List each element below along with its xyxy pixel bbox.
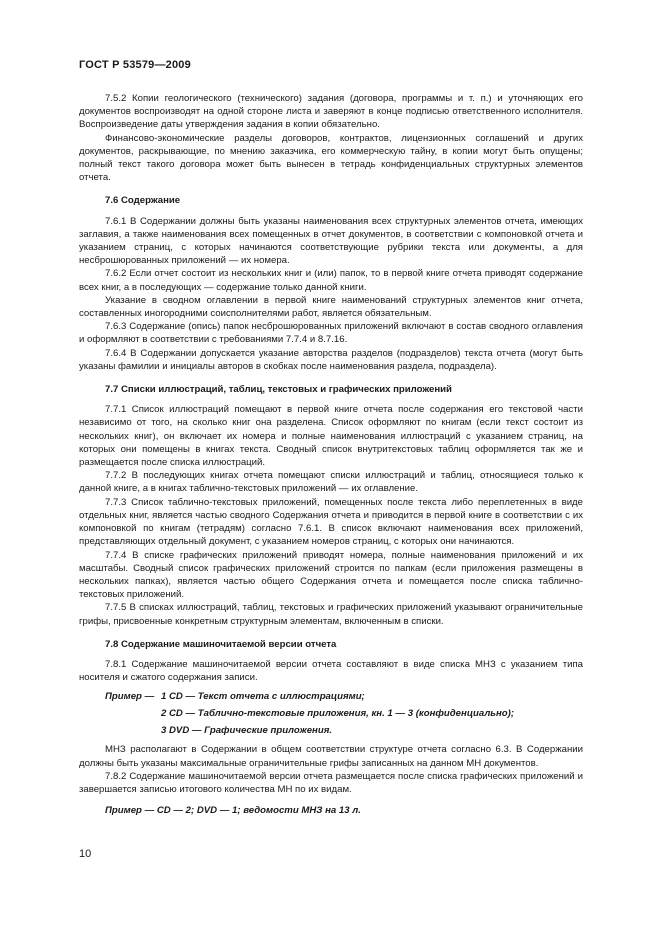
paragraph-7-6-2: 7.6.2 Если отчет состоит из нескольких книг и (или) папок, то в первой книге отчета приводят содержание всех книг, а в последующих — содержание только данной книги. [79, 268, 583, 293]
paragraph-7-6-2-continued: Указание в сводном оглавлении в первой книге наименований структурных элементов книг отчета, составленных иногородними соисполнителями работ, является обязательным. [79, 294, 583, 320]
example-item-cd-2: 2 CD — Таблично-текстовые приложения, кн. 1 — 3 (конфиденциально); [161, 708, 515, 720]
example-media-totals: Пример — CD — 2; DVD — 1; ведомости МНЗ на 13 л. [105, 805, 361, 817]
paragraph-7-5-2-continued: Финансово-экономические разделы договоров, контрактов, лицензионных соглашений и других документов, раскрывающие, по мнению заказчика, его коммерческую тайну, в копии могут быть опущены; полный текст такого договора может быть вынесен в тетрадь конфиденциальных структурных элементов отчета. [79, 132, 583, 184]
page-number: 10 [79, 848, 92, 860]
paragraph-7-7-1: 7.7.1 Список иллюстраций помещают в первой книге отчета после содержания его текстовой части независимо от того, на сколько книг она разделена. Список оформляют по книгам (если текст состоит из нескольких книг), он включает их номера и полные наименования иллюстраций с указанием страниц, на которых они помещены в книгах текста. Сводный список внутритекстовых таблиц оформляется так же и размещается после списка иллюстраций. [79, 404, 583, 469]
paragraph-7-6-1: 7.6.1 В Содержании должны быть указаны наименования всех структурных элементов отчета, имеющих заглавия, а также наименования всех помещенных в отчет документов, в соответствии с компоновкой отчета и указанием страниц, с которых начинаются соответствующие рубрики текста или документы, а для несброшюрованных приложений — их номера. [79, 215, 583, 267]
paragraph-7-7-2: 7.7.2 В последующих книгах отчета помещают списки иллюстраций и таблиц, относящиеся только к данной книге, а в книгах таблично-текстовых приложений — их оглавление. [79, 470, 583, 495]
section-heading-7-7: 7.7 Списки иллюстраций, таблиц, текстовых и графических приложений [105, 384, 452, 396]
paragraph-7-6-3: 7.6.3 Содержание (опись) папок несброшюрованных приложений включают в состав сводного оглавления и оформляют в соответствии с требованиями 7.7.4 и 8.7.16. [79, 321, 583, 346]
example-line-1 [79, 688, 583, 705]
paragraph-7-7-5: 7.7.5 В списках иллюстраций, таблиц, текстовых и графических приложений указывают ограничительные грифы, присвоенные конкретным структурным элементам, включенным в списки. [79, 602, 583, 627]
section-heading-7-8: 7.8 Содержание машиночитаемой версии отчета [105, 638, 337, 650]
example-item-dvd-3: 3 DVD — Графические приложения. [161, 725, 333, 737]
example-item-cd-1: 1 CD — Текст отчета с иллюстрациями; [161, 691, 365, 703]
paragraph-7-6-4: 7.6.4 В Содержании допускается указание авторства разделов (подразделов) текста отчета (могут быть указаны фамилии и инициалы авторов в скобках после наименования раздела, подраздела). [79, 347, 583, 372]
paragraph-7-8-1: 7.8.1 Содержание машиночитаемой версии отчета составляют в виде списка МНЗ с указанием типа носителя и сжатого содержания записи. [79, 658, 583, 684]
paragraph-7-7-4: 7.7.4 В списке графических приложений приводят номера, полные наименования приложений и их масштабы. Сводный список графических приложений строится по папкам (если приложения размещены в нескольких папках), является частью общего Содержания отчета и помещается после списка таблично-текстовых приложений. [79, 549, 583, 601]
example-block-media-list [79, 688, 583, 739]
paragraph-7-8-2: 7.8.2 Содержание машиночитаемой версии отчета размещается после списка графических приложений и завершается записью итогового количества МН по их видам. [79, 770, 583, 795]
section-heading-7-6: 7.6 Содержание [105, 195, 181, 207]
paragraph-7-7-3: 7.7.3 Список таблично-текстовых приложений, помещенных после текста либо переплетенных в виде отдельных книг, является частью сводного Содержания отчета и приводится в первой книге в соответствии с их компоновкой по книгам (тетрадям) согласно 7.6.1. В список включают наименования всех приложений, представляющих отдельный документ, с указанием номеров страниц, с которых они начинаются. [79, 496, 583, 548]
page-header: ГОСТ Р 53579—2009 [79, 59, 191, 71]
paragraph-7-8-1-continued: МНЗ располагают в Содержании в общем соответствии структуре отчета согласно 6.3. В Содержании должны быть указаны максимальные ограничительные грифы записанных на данном МН документов. [79, 744, 583, 769]
document-body [79, 92, 583, 819]
paragraph-7-5-2: 7.5.2 Копии геологического (технического) задания (договора, программы и т. п.) и уточняющих его документов воспроизводят на одной стороне листа и заверяют в конце подписью ответственного исполнителя. Воспроизведение даты утверждения задания в копии обязательно. [79, 93, 583, 131]
example-label: Пример — [105, 691, 155, 703]
